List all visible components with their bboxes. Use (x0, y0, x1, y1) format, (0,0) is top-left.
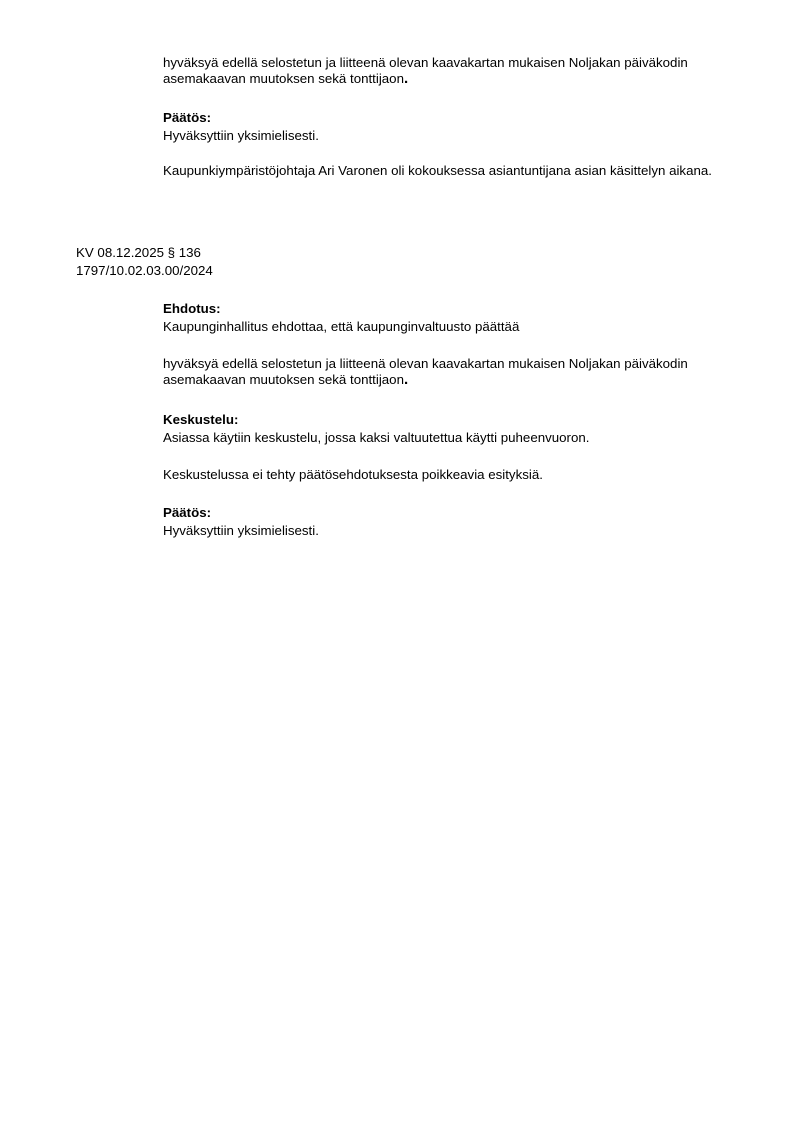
case-number: 1797/10.02.03.00/2024 (76, 263, 213, 278)
section2-decision-heading: Päätös: (163, 505, 212, 520)
section2-discussion-text: Asiassa käytiin keskustelu, jossa kaksi valtuutettua käytti puheenvuoron. (163, 430, 590, 445)
section2-proposal-text (163, 356, 733, 388)
section2-proposal-heading: Ehdotus: (163, 301, 221, 316)
meeting-reference: KV 08.12.2025 § 136 (76, 245, 201, 260)
section1-decision-text: Hyväksyttiin yksimielisesti. (163, 128, 319, 143)
section2-discussion-heading: Keskustelu: (163, 412, 239, 427)
section1-proposal-end: . (403, 70, 409, 87)
section1-decision-heading: Päätös: (163, 110, 212, 125)
section2-discussion-note: Keskustelussa ei tehty päätösehdotuksesta poikkeavia esityksiä. (163, 467, 543, 482)
section1-proposal-text (163, 55, 733, 87)
section1-proposal-main: hyväksyä edellä selostetun ja liitteenä olevan kaavakartan mukaisen Noljakan päiväkodin asemakaavan muutoksen sekä tonttijaon (163, 55, 688, 86)
section2-proposal-end: . (403, 371, 409, 388)
section2-decision-text: Hyväksyttiin yksimielisesti. (163, 523, 319, 538)
section2-proposal-intro: Kaupunginhallitus ehdottaa, että kaupunginvaltuusto päättää (163, 319, 520, 334)
section1-expert-note: Kaupunkiympäristöjohtaja Ari Varonen oli kokouksessa asiantuntijana asian käsittelyn aikana. (163, 163, 712, 178)
section2-proposal-main: hyväksyä edellä selostetun ja liitteenä olevan kaavakartan mukaisen Noljakan päiväkodin asemakaavan muutoksen sekä tonttijaon (163, 356, 688, 387)
